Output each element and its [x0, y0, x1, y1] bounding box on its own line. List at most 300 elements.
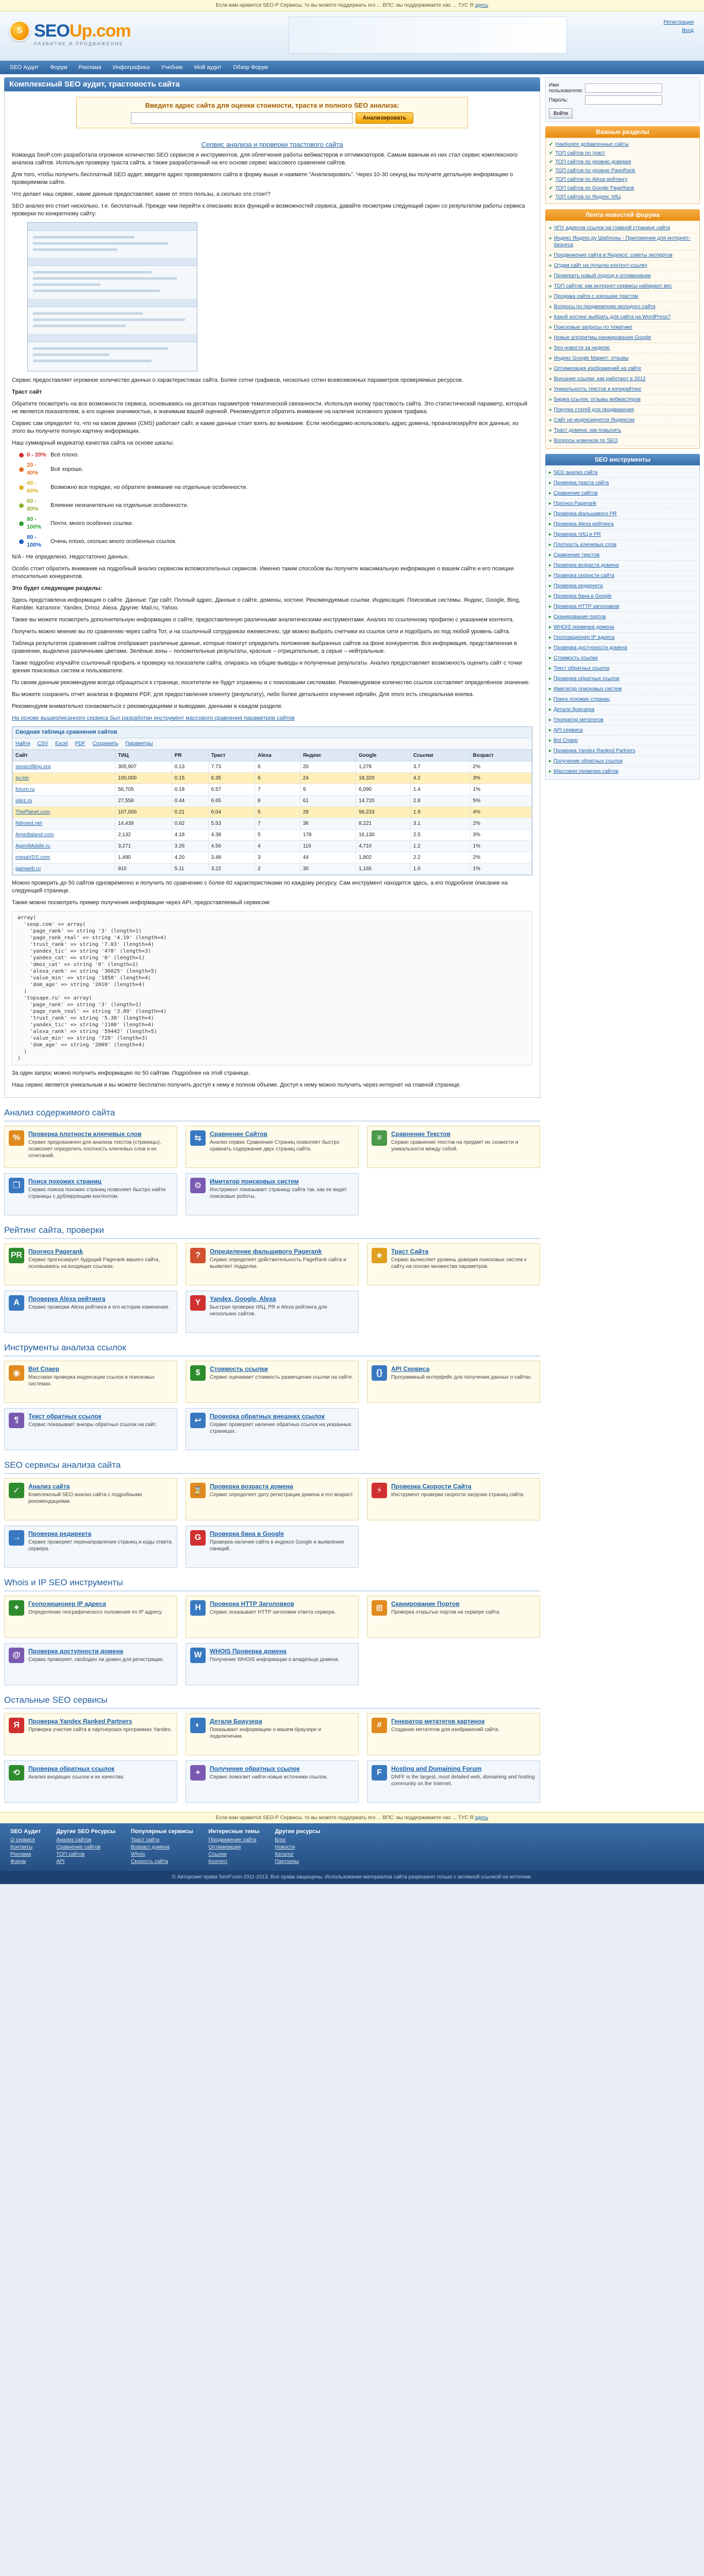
sidebar-item[interactable]	[549, 643, 696, 653]
tool-name-link[interactable]: Имитатор поисковых систем	[210, 1178, 299, 1185]
footer-link[interactable]: Каталог	[275, 1852, 294, 1857]
table-cell: 1,490	[115, 852, 172, 863]
sidebar-link[interactable]: Новые алгоритмы ранжирования Google	[554, 335, 651, 341]
register-link[interactable]: Регистрация	[663, 20, 694, 25]
sidebar-link[interactable]: Продажа сайта с хорошим трастом	[554, 294, 639, 299]
sidebar-item[interactable]	[549, 756, 696, 767]
site-link[interactable]: Nitronet.net	[15, 821, 42, 826]
sidebar-link[interactable]: Покупка статей для продвижения	[554, 407, 634, 413]
tool-section	[4, 1340, 540, 1450]
table-cell: 1%	[470, 841, 531, 852]
site-link[interactable]: ThePlanet.com	[15, 809, 51, 815]
footer-link[interactable]: Партнеры	[275, 1859, 299, 1865]
sidebar-link[interactable]: Проверка обратных ссылок	[554, 676, 619, 682]
tool-card[interactable]	[367, 1596, 540, 1638]
tool-card[interactable]	[4, 1291, 177, 1333]
sidebar-item[interactable]	[549, 530, 696, 540]
sidebar-item[interactable]	[549, 591, 696, 602]
tool-card[interactable]	[4, 1596, 177, 1638]
footer-link[interactable]: Блог	[275, 1837, 287, 1843]
password-input[interactable]	[585, 95, 662, 105]
sidebar-link[interactable]: Плотность ключевых слов	[554, 542, 617, 548]
table-header[interactable]: Яндекс	[300, 750, 356, 761]
sidebar-item[interactable]	[549, 684, 696, 694]
logo-text: SEOUp.com	[34, 21, 131, 41]
sidebar-link[interactable]: ТОП сайтов по Яндекс тИЦ	[555, 194, 621, 200]
table-header[interactable]: Ссылки	[410, 750, 470, 761]
sidebar-item[interactable]	[549, 664, 696, 674]
tool-card[interactable]	[186, 1291, 359, 1333]
sidebar-link[interactable]: Индекс Google Маркет: отзывы	[554, 355, 629, 361]
tool-name-link[interactable]: Геопозиционер IP адреса	[28, 1600, 106, 1607]
tool-card[interactable]	[4, 1713, 177, 1755]
tool-card[interactable]	[186, 1126, 359, 1168]
table-cell: 5	[255, 807, 300, 818]
important-sections	[545, 138, 700, 204]
footer-column-title: Популярные сервисы	[130, 1828, 193, 1835]
tool-name-link[interactable]: Проверка плотности ключевых слов	[28, 1130, 142, 1138]
password-label: Пароль:	[549, 97, 568, 103]
sidebar-link[interactable]: Проверка возраста домена	[554, 563, 619, 568]
tool-card[interactable]	[4, 1126, 177, 1168]
username-input[interactable]	[585, 83, 662, 93]
code-line: )	[18, 989, 27, 994]
sidebar-link[interactable]: ТОП сайтов по Google PageRank	[555, 185, 634, 191]
tool-card[interactable]	[186, 1643, 359, 1685]
table-cell: 3,271	[115, 841, 172, 852]
tool-card[interactable]	[4, 1526, 177, 1568]
domain-free-icon: @	[9, 1648, 24, 1663]
table-header[interactable]: Alexa	[255, 750, 300, 761]
table-row	[13, 852, 532, 863]
tool-card[interactable]	[4, 1760, 177, 1803]
tool-card[interactable]	[186, 1243, 359, 1285]
site-link[interactable]: megaVDS.com	[15, 855, 51, 860]
nav-item[interactable]: Мой аудит	[194, 64, 222, 71]
sidebar-link[interactable]: Проверка HTTP заголовков	[554, 604, 619, 609]
tool-description: Проверка участия сайта в партнерских программах Yandex.	[28, 1727, 172, 1733]
site-link[interactable]: forum.ru	[15, 787, 35, 792]
site-link[interactable]: AgentMobile.ru	[15, 843, 51, 849]
footer-notice-link[interactable]: здесь	[475, 1815, 489, 1821]
sidebar-link[interactable]: Bot Спаер	[554, 738, 578, 743]
tool-card[interactable]	[186, 1713, 359, 1755]
sidebar-item[interactable]	[549, 364, 696, 374]
nav-item[interactable]: SEO Аудит	[10, 64, 39, 71]
footer-link[interactable]: Контакты	[10, 1844, 33, 1850]
login-button[interactable]: Войти	[549, 108, 573, 118]
sidebar-link[interactable]: ЧПУ адресов ссылок на главной странице сайта	[554, 225, 671, 231]
tool-description: Определение географического положения по IP адресу.	[28, 1609, 163, 1615]
sidebar-item[interactable]	[549, 193, 696, 201]
tool-name-link[interactable]: Hosting and Domaining Forum	[391, 1765, 482, 1772]
sidebar-item[interactable]	[549, 581, 696, 591]
tool-card[interactable]	[4, 1243, 177, 1285]
tool-name-link[interactable]: Детали Браузера	[210, 1718, 262, 1725]
sidebar-item[interactable]	[549, 550, 696, 561]
footer-link[interactable]: ТОП сайтов	[56, 1852, 85, 1857]
tool-card-body	[210, 1765, 328, 1798]
footer-link[interactable]: Новости	[275, 1844, 295, 1850]
sidebar-link[interactable]: API сервиса	[554, 727, 583, 733]
nav-item[interactable]: Реклама	[78, 64, 102, 71]
sidebar-item[interactable]	[549, 468, 696, 478]
table-cell: 178	[300, 829, 356, 841]
sidebar-link[interactable]: Генератор метатегов	[554, 717, 604, 723]
tool-name-link[interactable]: Получение обратных ссылок	[210, 1765, 300, 1772]
sidebar-item[interactable]	[549, 353, 696, 364]
sidebar-item[interactable]	[549, 519, 696, 530]
mass-compare-link[interactable]: На основе вышеописанного сервиса был разработан инструмент массового сравнения параметров сайтов	[12, 715, 295, 721]
tool-card[interactable]	[186, 1526, 359, 1568]
sidebar-item[interactable]	[549, 725, 696, 736]
table-cell: 6.65	[208, 795, 255, 807]
tool-name-link[interactable]: API Сервиса	[391, 1365, 430, 1372]
sidebar-item[interactable]	[549, 653, 696, 664]
code-line: 'dmoz_cat' => string '0' (length=1)	[18, 962, 139, 968]
sidebar-link[interactable]: ТОП сайтов по траст	[555, 150, 606, 156]
sidebar-link[interactable]: Проверка фальшивого PR	[554, 511, 617, 517]
sidebar-link[interactable]: Сайт не индексируется Яндексом	[554, 417, 635, 423]
tool-name-link[interactable]: Проверка доступности домена	[28, 1648, 124, 1655]
nav-item[interactable]: Учебник	[161, 64, 183, 71]
table-cell: 1%	[470, 784, 531, 795]
tool-name-link[interactable]: Определение фальшивого Pagerank	[210, 1248, 322, 1255]
footer-notice-text: Если вам нравится SEO-P Сервисы, то вы можете поддержать его ... ВПС: вы поддерживаете нас ... ТУС Я	[215, 1815, 475, 1821]
nav-item[interactable]: Обзор Форум	[232, 64, 269, 71]
sidebar-link[interactable]: Текст обратных ссылок	[554, 666, 610, 671]
top-notice-link[interactable]: здесь	[475, 3, 489, 8]
demo-caption: Сервис предоставляет огромное количество данных о характеристиках сайта. Более сотни графиков, несколько сотен всевозможных параметров проверяемых ресурсов.	[12, 377, 463, 383]
tool-card[interactable]	[186, 1478, 359, 1520]
table-cell: 2.8	[410, 795, 470, 807]
sidebar-link[interactable]: Массовая проверка сайтов	[554, 769, 618, 774]
sidebar-item[interactable]	[549, 571, 696, 581]
table-header[interactable]: PR	[172, 750, 208, 761]
check-icon: ✔	[549, 159, 554, 165]
sidebar-link[interactable]: WHOIS проверка домена	[554, 624, 614, 630]
tool-name-link[interactable]: Проверка Alexa рейтинга	[28, 1295, 106, 1302]
sidebar-item[interactable]	[549, 499, 696, 509]
table-tool-link[interactable]: Сохранить	[92, 741, 119, 747]
tool-name-link[interactable]: Траст Сайта	[391, 1248, 429, 1255]
table-header[interactable]: Траст	[208, 750, 255, 761]
footer-link[interactable]: Сравнение сайтов	[56, 1844, 100, 1850]
tool-card[interactable]	[367, 1361, 540, 1403]
sidebar-item[interactable]	[549, 488, 696, 499]
sidebar-item[interactable]	[549, 343, 696, 353]
sidebar-item[interactable]	[549, 602, 696, 612]
table-header[interactable]: Google	[356, 750, 411, 761]
table-tool-link[interactable]: Excel	[55, 741, 68, 747]
site-analysis-icon: ✓	[9, 1483, 24, 1498]
tool-name-link[interactable]: Сравнение Сайтов	[210, 1130, 267, 1138]
tool-card[interactable]	[186, 1361, 359, 1403]
tool-name-link[interactable]: Стоимость ссылки	[210, 1365, 268, 1372]
header-banner[interactable]	[289, 16, 567, 54]
sidebar-link[interactable]: Сканирование портов	[554, 614, 606, 620]
sidebar-item[interactable]	[549, 302, 696, 312]
tool-name-link[interactable]: Поиск похожих страниц	[28, 1178, 102, 1185]
sidebar-link[interactable]: Проверка тИЦ и PR	[554, 532, 601, 537]
sidebar-link[interactable]: Прогноз Pagerank	[554, 501, 597, 506]
sidebar-item[interactable]	[549, 633, 696, 643]
what-list: Здесь представлена информация о сайте. Данные: Где сайт. Полный адрес, Данные о сайте, домены, хостинг. Рекомендуемые ссылки. Индексация. Поисковые системы. Яндекс, Google, Bing, Rambler. Каталоги: Yandex, Dmoz. Alexa. Другие: Mail.ru, Yahoo.	[12, 597, 521, 611]
sidebar-link[interactable]: Проверка доступности домена	[554, 645, 628, 651]
sidebar-item[interactable]	[549, 694, 696, 705]
table-cell: 5.11	[172, 863, 208, 875]
sidebar-link[interactable]: Внешние ссылки: как работают в 2012	[554, 376, 646, 382]
sidebar-item[interactable]	[549, 312, 696, 323]
site-link[interactable]: gainweb.ru	[15, 866, 41, 872]
sidebar-item[interactable]	[549, 292, 696, 302]
sidebar-link[interactable]: Индекс Яндекс.ру Шаблоны - Приложения для интернет-бизнеса	[554, 235, 691, 248]
sidebar-item[interactable]	[549, 233, 696, 250]
sidebar-item[interactable]	[549, 140, 696, 149]
footer-link[interactable]: Скорость сайта	[130, 1859, 169, 1865]
tool-description: Сервис прогнозирует будущий Pagerank вашего сайта, основываясь на входящих ссылках.	[28, 1257, 160, 1269]
sidebar-link[interactable]: ТОП сайтов: как интернет-сервисы набирают вес	[554, 283, 672, 289]
tool-card[interactable]	[4, 1478, 177, 1520]
site-logo[interactable]	[9, 21, 131, 41]
sidebar-link[interactable]: Сравнение сайтов	[554, 490, 598, 496]
footer-link[interactable]: Анализ сайтов	[56, 1837, 92, 1843]
footer-link[interactable]: Продвижение сайта	[208, 1837, 257, 1843]
footer-link[interactable]: Реклама	[10, 1852, 31, 1857]
table-header[interactable]: ТИЦ	[115, 750, 172, 761]
table-cell: 0.21	[172, 807, 208, 818]
sidebar-item[interactable]	[549, 426, 696, 436]
tool-name-link[interactable]: Проверка возраста домена	[210, 1483, 293, 1490]
tool-card[interactable]	[367, 1478, 540, 1520]
check-icon: ✔	[549, 177, 554, 182]
sidebar-item[interactable]	[549, 705, 696, 715]
tool-card[interactable]	[186, 1173, 359, 1215]
tool-name-link[interactable]: Генератор метатегов картинок	[391, 1718, 485, 1725]
table-row	[13, 818, 532, 829]
sidebar-item[interactable]	[549, 158, 696, 166]
tool-card-body	[210, 1648, 339, 1681]
sidebar-link[interactable]: Детали браузера	[554, 707, 595, 713]
tool-section	[4, 1692, 540, 1803]
status-dot-icon	[19, 485, 24, 490]
url-input[interactable]	[131, 112, 353, 124]
tool-card[interactable]	[186, 1596, 359, 1638]
sidebar-link[interactable]: ТОП сайтов по Alexa рейтингу	[555, 177, 628, 182]
sidebar-item[interactable]	[549, 223, 696, 233]
footer-link[interactable]: Форум	[10, 1859, 26, 1865]
site-link[interactable]: sitez.ru	[15, 798, 32, 804]
sidebar-link[interactable]: Проверка скорости сайта	[554, 573, 614, 579]
sidebar-item[interactable]	[549, 323, 696, 333]
ports-icon: ⊞	[372, 1600, 387, 1616]
tool-card[interactable]	[367, 1243, 540, 1285]
table-cell: 20	[300, 761, 356, 773]
footer-link[interactable]: Ссылки	[208, 1852, 227, 1857]
sidebar-item[interactable]	[549, 374, 696, 384]
sidebar-link[interactable]: Поисковые запросы по тематике	[554, 325, 632, 330]
sidebar-link[interactable]: ТОП сайтов по уровню PageRank	[555, 168, 635, 174]
sidebar-item[interactable]	[549, 261, 696, 271]
tool-description: Сервис определяет дату регистрации домена и его возраст.	[210, 1492, 354, 1498]
tool-card[interactable]	[4, 1408, 177, 1450]
analyze-button[interactable]: Анализировать	[356, 112, 413, 124]
footer-link[interactable]: О сервисе	[10, 1837, 36, 1843]
tool-name-link[interactable]: Прогноз Pagerank	[28, 1248, 83, 1255]
status-dot-icon	[19, 539, 24, 544]
nav-item[interactable]: Форум	[50, 64, 68, 71]
tool-card-body	[28, 1765, 124, 1798]
scale-item	[19, 462, 532, 477]
sidebar-link[interactable]: Вопросы новичков по SEO	[554, 438, 618, 444]
table-cell: 6.04	[208, 807, 255, 818]
table-tool-link[interactable]: Параметры	[125, 741, 153, 747]
tool-name-link[interactable]: Bot Спаер	[28, 1365, 59, 1372]
check-icon: ✔	[549, 142, 554, 147]
seo-tools-list	[545, 465, 700, 779]
tool-name-link[interactable]: Проверка HTTP Заголовков	[210, 1600, 294, 1607]
tool-name-link[interactable]: Сравнение Текстов	[391, 1130, 450, 1138]
tool-name-link[interactable]: Проверка обратных ссылок	[28, 1765, 115, 1772]
tool-name-link[interactable]: Yandex, Google, Alexa	[210, 1295, 276, 1302]
table-tool-link[interactable]: CSV	[37, 741, 48, 747]
tool-grid	[4, 1361, 540, 1450]
tool-card[interactable]	[4, 1173, 177, 1215]
sidebar-link[interactable]: Проверка Yandex Ranked Partners	[554, 748, 635, 754]
sidebar-link[interactable]: Проверить новый подход к оптимизации	[554, 273, 651, 279]
tool-card[interactable]	[186, 1760, 359, 1803]
sidebar-item[interactable]	[549, 405, 696, 415]
tool-card[interactable]	[367, 1760, 540, 1803]
footer-link[interactable]: Оптимизация	[208, 1844, 241, 1850]
sidebar-item[interactable]	[549, 271, 696, 281]
sidebar-item[interactable]	[549, 622, 696, 633]
footer-link[interactable]: Контент	[208, 1859, 228, 1865]
site-link[interactable]: Amedialand.com	[15, 832, 54, 838]
sidebar-item[interactable]	[549, 436, 696, 446]
tool-description: Инструмент проверки скорости загрузки страниц сайта.	[391, 1492, 525, 1498]
sidebar-item[interactable]	[549, 281, 696, 292]
sidebar-item[interactable]	[549, 415, 696, 426]
sidebar-link[interactable]: Продвижение сайта в Яндексе: советы экспертов	[554, 252, 673, 258]
sidebar-item[interactable]	[549, 184, 696, 193]
tool-name-link[interactable]: WHOIS Проверка домена	[210, 1648, 287, 1655]
sidebar-item[interactable]	[549, 715, 696, 725]
sidebar-item[interactable]	[549, 509, 696, 519]
sidebar-link[interactable]: Поиск похожих страниц	[554, 697, 610, 702]
sidebar-item[interactable]	[549, 674, 696, 684]
table-header[interactable]: Возраст	[470, 750, 531, 761]
sidebar-link[interactable]: Геопозиционер IP адреса	[554, 635, 615, 640]
sidebar-item[interactable]	[549, 561, 696, 571]
sidebar-link[interactable]: Проверка Alexa рейтинга	[554, 521, 614, 527]
tool-name-link[interactable]: Проверка бана в Google	[210, 1530, 284, 1537]
sidebar-item[interactable]	[549, 384, 696, 395]
footer-link[interactable]: API	[56, 1859, 65, 1865]
sidebar-link[interactable]: Оптимизация изображений на сайте	[554, 366, 642, 371]
sidebar-item[interactable]	[549, 250, 696, 261]
tool-card[interactable]	[4, 1361, 177, 1403]
sidebar-item[interactable]	[549, 175, 696, 184]
tool-name-link[interactable]: Проверка обратных внешних ссылок	[210, 1413, 325, 1420]
what-title: Это будет следующие разделы:	[12, 585, 103, 591]
sidebar-link[interactable]: Наиболее добавленные сайты	[555, 142, 629, 147]
tool-card-body	[391, 1765, 535, 1798]
sidebar-item[interactable]	[549, 149, 696, 158]
tool-name-link[interactable]: Проверка редиректа	[28, 1530, 92, 1537]
footer-link[interactable]: Траст сайта	[130, 1837, 160, 1843]
sidebar-item[interactable]	[549, 333, 696, 343]
sidebar-link[interactable]: SEO анализ сайта	[554, 470, 598, 476]
arrow-icon: »	[549, 225, 552, 231]
table-tool-link[interactable]: Найти	[15, 741, 30, 747]
nav-item[interactable]: Инфографика	[112, 64, 150, 71]
sidebar-link[interactable]: Отдам сайт на лучшую контент-ссылку	[554, 263, 647, 268]
sidebar-link[interactable]: Получение обратных ссылок	[554, 758, 623, 764]
sidebar-link[interactable]: Траст домена: как повысить	[554, 428, 622, 433]
sidebar-item[interactable]	[549, 746, 696, 756]
table-cell: 2%	[470, 761, 531, 773]
sidebar-item[interactable]	[549, 612, 696, 622]
sidebar-link[interactable]: Имитатор поисковых систем	[554, 686, 622, 692]
tool-name-link[interactable]: Проверка Yandex Ranked Partners	[28, 1718, 132, 1725]
sidebar-link[interactable]: Стоимость ссылки	[554, 655, 598, 661]
api-text-2: Также можно посмотреть пример получения информации через API, предоставляемый сервисом:	[12, 900, 271, 906]
table-header[interactable]: Сайт	[13, 750, 115, 761]
tool-card[interactable]	[4, 1643, 177, 1685]
analysis-box	[4, 91, 540, 1098]
sidebar-link[interactable]: Seo новости за неделю	[554, 345, 610, 351]
sidebar-item[interactable]	[549, 540, 696, 550]
sidebar-item[interactable]	[549, 767, 696, 777]
tool-card-body	[210, 1365, 353, 1398]
login-link[interactable]: Вход	[682, 28, 694, 33]
table-cell: 0.62	[172, 818, 208, 829]
sidebar-link[interactable]: Сравнение текстов	[554, 552, 600, 558]
tool-card[interactable]	[367, 1713, 540, 1755]
top-notice	[0, 0, 704, 11]
sidebar-link[interactable]: Биржа ссылок: отзывы вебмастеров	[554, 397, 641, 402]
site-link[interactable]: seoprofiling.org	[15, 764, 51, 770]
tool-name-link[interactable]: Текст обратных ссылок	[28, 1413, 102, 1420]
tool-name-link[interactable]: Проверка Скорости Сайта	[391, 1483, 472, 1490]
sidebar-link[interactable]: Проверка траста сайта	[554, 480, 609, 486]
main-nav	[0, 61, 704, 74]
tool-name-link[interactable]: Сканирование Портов	[391, 1600, 460, 1607]
table-tool-link[interactable]: PDF	[75, 741, 86, 747]
sidebar-item[interactable]	[549, 736, 696, 746]
bullet-icon: ▸	[549, 552, 552, 558]
sidebar-link[interactable]: Какой хостинг выбрать для сайта на WordPress?	[554, 314, 671, 320]
footer-link[interactable]: Возраст домена	[130, 1844, 170, 1850]
sidebar-link[interactable]: ТОП сайтов по уровню доверия	[555, 159, 631, 165]
sidebar-link[interactable]: Проверка бана в Google	[554, 594, 612, 599]
sidebar-link[interactable]: Вопросы по продвижению молодого сайта	[554, 304, 656, 310]
tool-section	[4, 1458, 540, 1568]
tool-card[interactable]	[367, 1126, 540, 1168]
rec-text: Рекомендуем внимательно ознакомиться с рекомендациями и выводами, данными в каждом разделе.	[12, 703, 283, 709]
table-cell: 3.7	[410, 761, 470, 773]
site-link[interactable]: sy.mn	[15, 775, 29, 781]
sidebar-link[interactable]: Проверка редиректа	[554, 583, 603, 589]
sidebar-link[interactable]: Уникальность текстов и копирайтинг	[554, 386, 642, 392]
tool-card[interactable]	[186, 1408, 359, 1450]
sidebar-item[interactable]	[549, 166, 696, 175]
sidebar-item[interactable]	[549, 395, 696, 405]
tool-name-link[interactable]: Анализ сайта	[28, 1483, 70, 1490]
sidebar-item[interactable]	[549, 478, 696, 488]
footer-link[interactable]: Whois	[130, 1852, 145, 1857]
